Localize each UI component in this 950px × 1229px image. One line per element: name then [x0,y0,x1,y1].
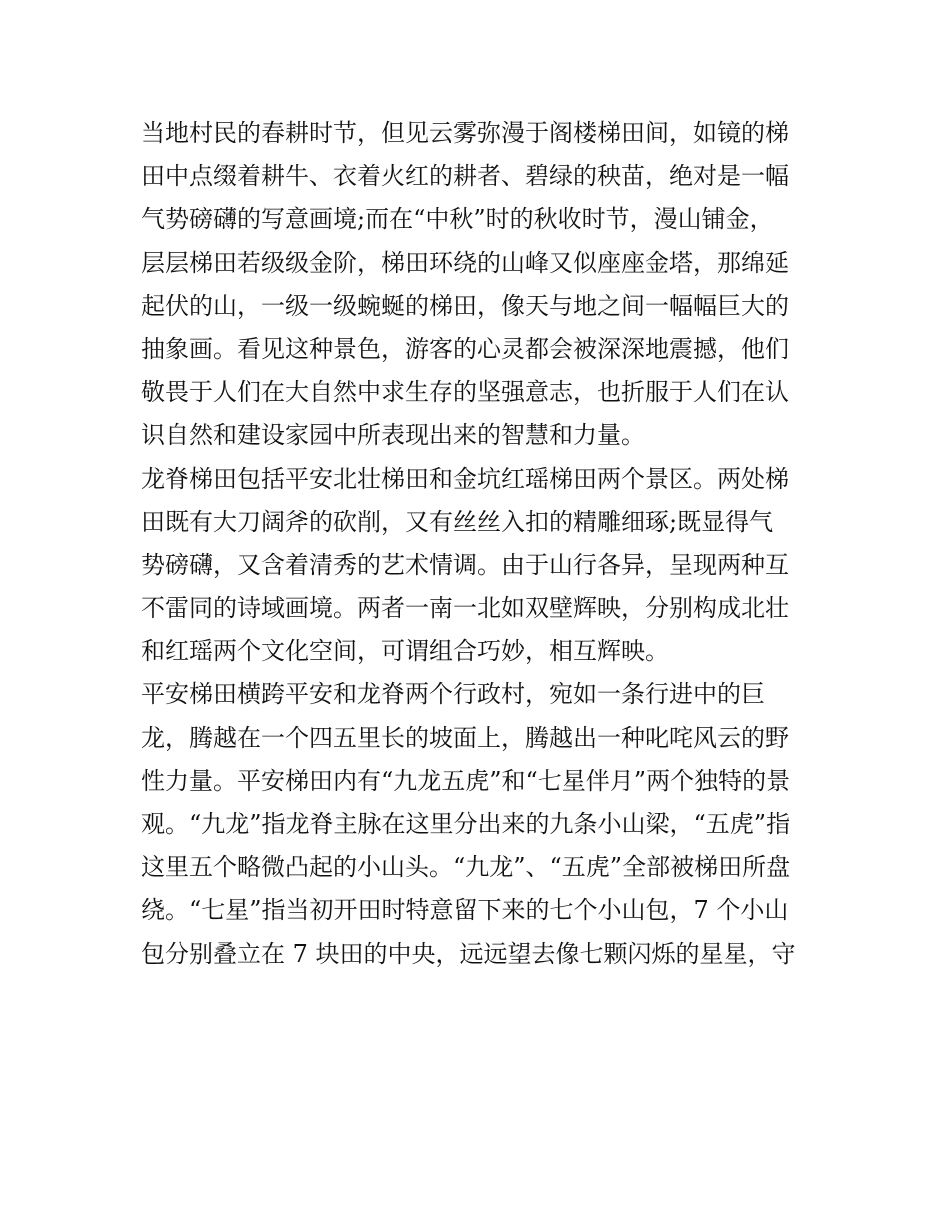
text-line: 田既有大刀阔斧的砍削，又有丝丝入扣的精雕细琢;既显得气 [141,507,774,536]
text-line: 气势磅礴的写意画境;而在“中秋”时的秋收时节，漫山铺金， [141,205,774,234]
text-line: 这里五个略微凸起的小山头。“九龙”、“五虎”全部被梯田所盘 [141,853,791,882]
text-line: 包分别叠立在 7 块田的中央，远远望去像七颗闪烁的星星，守 [141,939,796,968]
body-text [141,112,821,976]
text-line: 绕。“七星”指当初开田时特意留下来的七个小山包，7 个小山 [141,896,789,925]
text-line: 起伏的山，一级一级蜿蜒的梯田，像天与地之间一幅幅巨大的 [141,291,789,320]
text-line: 抽象画。看见这种景色，游客的心灵都会被深深地震撼，他们 [141,334,789,363]
text-line: 不雷同的诗域画境。两者一南一北如双壁辉映，分别构成北壮 [141,594,789,623]
text-line: 敬畏于人们在大自然中求生存的坚强意志，也折服于人们在认 [141,378,789,407]
text-line: 势磅礴，又含着清秀的艺术情调。由于山行各异，呈现两种互 [141,550,789,579]
text-line: 龙脊梯田包括平安北壮梯田和金坑红瑶梯田两个景区。两处梯 [141,464,789,493]
text-line: 观。“九龙”指龙脊主脉在这里分出来的九条小山梁，“五虎”指 [141,810,791,838]
text-line: 平安梯田横跨平安和龙脊两个行政村，宛如一条行进中的巨 [141,680,765,709]
text-line: 性力量。平安梯田内有“九龙五虎”和“七星伴月”两个独特的景 [141,766,791,795]
text-line: 层层梯田若级级金阶，梯田环绕的山峰又似座座金塔，那绵延 [141,248,789,277]
text-line: 和红瑶两个文化空间，可谓组合巧妙，相互辉映。 [141,637,669,666]
text-line: 田中点缀着耕牛、衣着火红的耕者、碧绿的秧苗，绝对是一幅 [141,162,789,191]
text-line: 当地村民的春耕时节，但见云雾弥漫于阁楼梯田间，如镜的梯 [141,119,789,147]
text-line: 龙，腾越在一个四五里长的坡面上，腾越出一种叱咤风云的野 [141,723,789,752]
text-line: 识自然和建设家园中所表现出来的智慧和力量。 [141,421,645,450]
